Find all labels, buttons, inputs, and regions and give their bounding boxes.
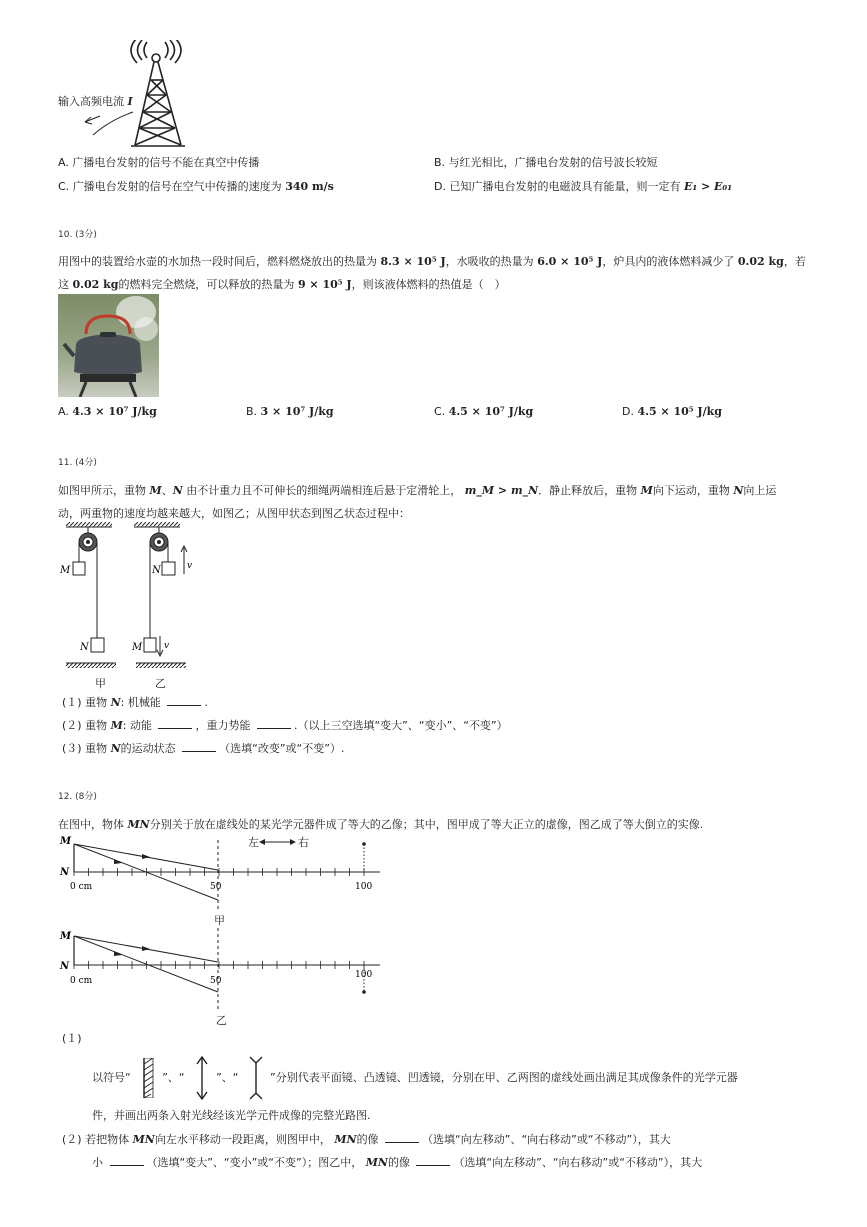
answer-blank[interactable] xyxy=(257,718,291,729)
label-N-jia: N xyxy=(80,642,89,653)
axis-0-top: 0 cm xyxy=(70,882,93,892)
q10-stem-line2: 这 0.02 kg的燃料完全燃烧，可以释放的热量为 9 × 10⁵ J，则该液体燃料的热值是（ ） xyxy=(58,278,506,291)
direction-right: 右 xyxy=(298,836,309,849)
q10-option-d[interactable]: D. 4.5 × 10⁵ J/kg xyxy=(622,405,722,418)
q11-stem-line1: 如图甲所示，重物 M、N 由不计重力且不可伸长的细绳两端相连后悬于定滑轮上， m_M > m_N．静止释放后，重物 M向下运动，重物 N向上运 xyxy=(58,484,777,497)
axis-100-top: 100 xyxy=(355,882,373,892)
answer-blank[interactable] xyxy=(158,718,192,729)
q10-option-b[interactable]: B. 3 × 10⁷ J/kg xyxy=(246,405,334,418)
q11-stem-line2: 动，两重物的速度均越来越大，如图乙；从图甲状态到图乙状态过程中： xyxy=(58,507,410,520)
concave-lens-icon xyxy=(248,1056,264,1100)
kettle-photo xyxy=(58,294,159,397)
axis-50-top: 50 xyxy=(210,882,222,892)
q12-number: 12. (8分) xyxy=(58,792,97,802)
answer-blank[interactable] xyxy=(182,741,216,752)
q9-option-d[interactable]: D. 已知广播电台发射的电磁波具有能量，则一定有 E₁ > E₀₁ xyxy=(434,180,733,193)
label-N-yi: N xyxy=(152,565,161,576)
q12-sub1-num: (１) xyxy=(62,1032,82,1045)
label-M-top: M xyxy=(60,836,72,847)
pulley-diagram xyxy=(58,518,198,686)
current-symbol: I xyxy=(127,95,133,108)
q12-stem: 在图中，物体 MN分别关于放在虚线处的某光学元器件成了等大的乙像；其中，图甲成了等大正立的虚像，图乙成了等大倒立的实像. xyxy=(58,818,704,831)
q9-option-b[interactable]: B. 与红光相比，广播电台发射的信号波长较短 xyxy=(434,156,658,169)
fig-label-yi: 乙 xyxy=(155,677,166,690)
direction-left: 左 xyxy=(248,836,259,849)
q9-option-c[interactable]: C. 广播电台发射的信号在空气中传播的速度为 340 m/s xyxy=(58,180,334,193)
q12-sub1-line1: 以符号“ ”、“ ”、“ ”分别代表平面镜、凸透镜、凹透镜，分别在甲、乙两图的虚线处画出满足其成像条件的光学元器 xyxy=(92,1056,738,1100)
q9-option-a[interactable]: A. 广播电台发射的信号不能在真空中传播 xyxy=(58,156,260,169)
q10-option-c[interactable]: C. 4.5 × 10⁷ J/kg xyxy=(434,405,534,418)
fig-label-jia-12: 甲 xyxy=(214,914,225,927)
axis-0-bottom: 0 cm xyxy=(70,976,93,986)
q12-sub2-line1: (２) 若把物体 MN向左水平移动一段距离，则图甲中， MN的像 （选填“向左移动”、“向右移动”或“不移动”），其大 xyxy=(62,1133,671,1146)
answer-blank[interactable] xyxy=(110,1155,144,1166)
velocity-down: v xyxy=(164,641,170,651)
velocity-up: v xyxy=(187,561,193,571)
fig-label-jia: 甲 xyxy=(95,677,106,690)
answer-blank[interactable] xyxy=(416,1155,450,1166)
plane-mirror-icon xyxy=(140,1058,156,1098)
answer-blank[interactable] xyxy=(167,695,201,706)
q10-number: 10. (3分) xyxy=(58,230,97,240)
q12-sub2-line2: 小 （选填“变大”、“变小”或“不变”）；图乙中， MN的像 （选填“向左移动”、“向右移动”或“不移动”），其大 xyxy=(92,1156,703,1169)
label-N-top: N xyxy=(60,867,70,878)
fig-label-yi-12: 乙 xyxy=(216,1014,227,1027)
answer-blank[interactable] xyxy=(385,1132,419,1143)
q12-sub1-line2: 件，并画出两条入射光线经该光学元件成像的完整光路图. xyxy=(92,1109,371,1122)
q10-stem-line1: 用图中的装置给水壶的水加热一段时间后，燃料燃烧放出的热量为 8.3 × 10⁵ J，水吸收的热量为 6.0 × 10⁵ J，炉具内的液体燃料减少了 0.02 kg，若 xyxy=(58,255,806,268)
q11-sub1: (１) 重物 N: 机械能 . xyxy=(62,696,208,709)
label-M-jia: M xyxy=(60,565,71,576)
axis-100-bottom: 100 xyxy=(355,970,373,980)
q10-option-a[interactable]: A. 4.3 × 10⁷ J/kg xyxy=(58,405,157,418)
tower-label: 输入高频电流 xyxy=(58,95,124,108)
label-M-bottom: M xyxy=(60,931,72,942)
label-N-bottom: N xyxy=(60,961,70,972)
axis-50-bottom: 50 xyxy=(210,976,222,986)
q11-sub3: (３) 重物 N的运动状态 （选填“改变”或“不变”）. xyxy=(62,742,345,755)
q11-number: 11. (4分) xyxy=(58,458,97,468)
optics-diagram xyxy=(58,832,388,1028)
q11-sub2: (２) 重物 M: 动能 ，重力势能 .（以上三空选填“变大”、“变小”、“不变”） xyxy=(62,719,508,732)
convex-lens-icon xyxy=(194,1056,210,1100)
label-M-yi: M xyxy=(132,642,143,653)
